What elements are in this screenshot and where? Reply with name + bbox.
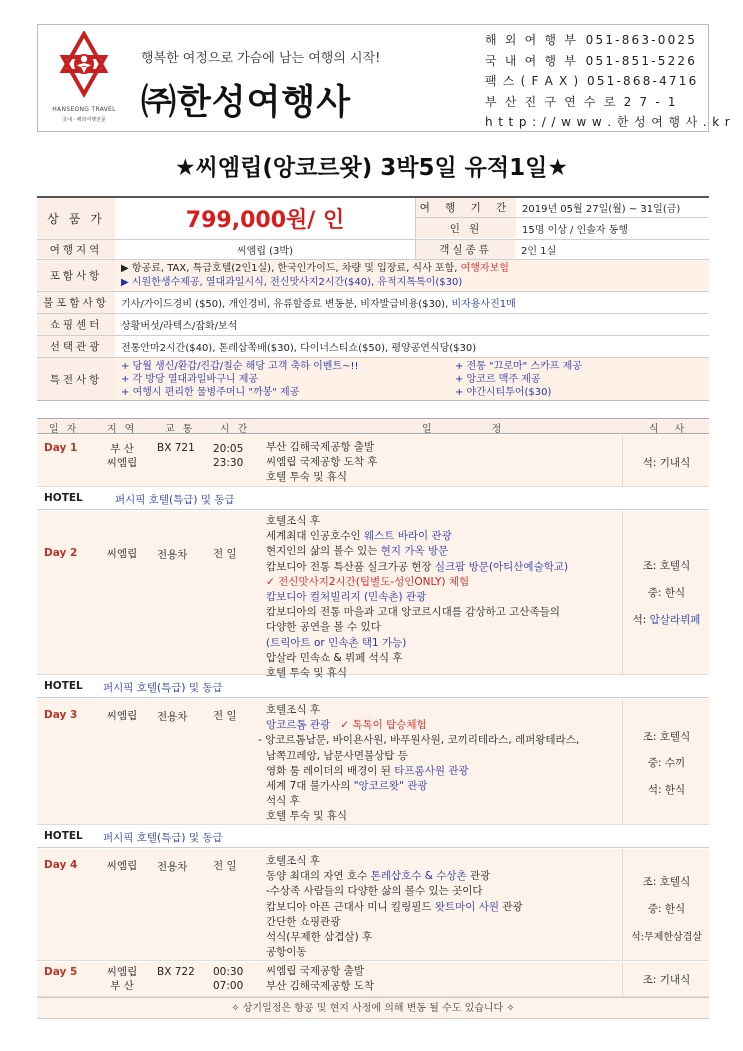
day-place: 씨엠립 부 산 [106,966,138,992]
special-left: + 당월 생신/환갑/진갑/칠순 해당 고객 축하 이벤트~!! + 각 방당 열대과일바구니 제공 + 여행시 편리한 물병주머니 "까봉" 제공 [121,361,359,398]
day-label: Day 5 [44,966,78,978]
day-label: Day 3 [44,709,78,721]
day-vehicle: BX 722 [157,966,195,978]
day-label: Day 1 [44,442,78,454]
option-value: 전통안마2시간($40), 톤레삽쪽배($30), 다이너스티쇼($50), 평양공연식당($30) [121,343,477,354]
day-place: 씨엠립 [106,860,138,872]
region-label: 여행지역 [37,240,115,259]
include-label: 포함사항 [37,260,115,291]
people-label: 인 원 [416,218,516,238]
day-time: 00:30 07:00 [213,966,244,992]
day-label: Day 4 [44,859,78,871]
day-itinerary: 호텔조식 후 세계최대 인공호수인 웨스트 바라이 관광 현지인의 삶의 볼수 있는 현지 가옥 방문 캄보디아 전통 특산품 실크가공 현장 실크팜 방문(아티산예술학교) ✓ 전신맛사지2시간(팁별도-성인ONLY) 체험 캄보디아 컬처빌리지 (민속촌) 관광 캄보디아의 전통 마을과 고대 앙코르시대를 감상하고 고산족들의 다양한 공연을 볼 수 있다 (트릭아트 or 민속촌 택1 가능) 압살라 민속쇼 & 뷔페 석식 후 호텔 투숙 및 휴식 [266,515,569,680]
room-label: 객실종류 [415,240,515,259]
company-name: ㈜한성여행사 [141,83,352,123]
day-itinerary: 호텔조식 후 동양 최대의 자연 호수 톤레삽호수 & 수상촌 관광 -수상족 사람들의 다양한 삶의 볼수 있는 곳이다 캄보디아 아픈 근대사 미니 킬링필드 왓트마이 사원 관광 간단한 쇼핑관광 석식(무제한 삼겹살) 후 공항이동 [266,855,523,959]
day-meals: 조: 호텔식 중: 한식 석:무제한삼겹살 [622,849,709,960]
info-table [37,196,709,401]
star-logo-icon [44,31,124,105]
people-value: 15명 이상 / 인솔자 동행 [522,224,629,236]
day-time: 20:05 23:30 [213,443,244,469]
day-meals: 조: 호텔식 중: 수끼 석: 한식 [622,699,709,824]
include-line-2: ▶ 시원한생수제공, 열대과일시식, 전신맛사지2시간($40), 유적지톡톡이($30) [121,276,463,288]
day-place: 씨엠립 [106,548,138,560]
special-label: 특전사항 [37,358,115,400]
hotel-row-3: HOTEL 퍼시픽 호텔(특급) 및 동급 [37,826,709,848]
period-people-block [415,198,709,239]
header [37,24,731,132]
trip-title: ★씨엠립(앙코르왓) 3박5일 유적1일★ [175,155,568,181]
day-time: 전 일 [213,860,237,872]
company-logo [44,31,124,127]
col-region: 지역 [107,424,143,435]
day-meals: 석: 기내식 [622,435,709,486]
col-meal: 식사 [649,424,701,435]
day-vehicle: 전용차 [157,861,188,873]
special-row [37,358,709,400]
region-row [37,240,709,260]
logo-subtitle: 국내 · 해외여행전문 [62,117,106,123]
price-value: 799,000원/ 인 [185,208,345,233]
day-place: 씨엠립 [106,710,138,722]
hotel-row-1: HOTEL 퍼시픽 호텔(특급) 및 동급 [37,488,709,510]
day-itinerary: 호텔조식 후 앙코르톰 관광 ✓ 톡톡이 탑승체험 - 앙코르톰남문, 바이욘사원, 바푸원사원, 코끼리테라스, 레퍼왕테라스, 남쪽끄레앙, 남문사면불상탑 등 영화 툼 레이더의 배경이 된 타프롬사원 관광 세계 7대 불가사의 "앙코르왓" 관광 석식 후 호텔 투숙 및 휴식 [258,704,580,823]
include-row [37,260,709,292]
day-5-row [37,962,709,997]
option-row [37,336,709,358]
day-meals: 조: 기내식 [622,962,709,996]
day-1-row [37,435,709,487]
shopping-label: 쇼핑센터 [37,314,115,335]
hotel-row-2: HOTEL 퍼시픽 호텔(특급) 및 동급 [37,676,709,698]
option-label: 선택관광 [37,336,115,357]
day-4-row [37,849,709,961]
slogan: 행복한 여정으로 가슴에 남는 여행의 시작! [141,51,381,66]
price-label: 상 품 가 [37,198,115,239]
exclude-label: 불포함사항 [37,292,115,313]
contact-fax: 팩 스 ( F A X ) 051-868-4716 [485,74,699,88]
contact-overseas: 해 외 여 행 부 051-863-0025 [485,33,698,47]
shopping-value: 상황버섯/라텍스/잡화/보석 [121,321,238,332]
day-place: 부 산 씨엠립 [106,443,138,469]
address: 부 산 진 구 연 수 로 2 7 - 1 [485,94,678,109]
logo-name: HANSEONG TRAVEL [52,106,116,113]
region-value: 씨엠립 (3박) [237,246,293,257]
day-itinerary: 부산 김해국제공항 출발 씨엠립 국제공항 도착 후 호텔 투숙 및 휴식 [266,441,378,484]
exclude-value: 기사/가이드경비 ($50), 개인경비, 유류할증료 변동분, 비자발급비용($30), 비자용사진1매 [121,299,516,310]
contact-info [485,30,731,133]
period-value: 2019년 05월 27일(월) ~ 31일(금) [522,204,681,215]
col-transport: 교통 [165,424,201,435]
day-time: 전 일 [213,548,237,560]
day-meals: 조: 호텔식 중: 한식 석: 압살라뷔페 [622,511,709,674]
day-time: 전 일 [213,710,237,722]
room-value: 2인 1실 [521,246,557,257]
special-right: + 전통 "끄로마" 스카프 제공 + 앙코르 맥주 제공 + 야간시티투어($30) [455,361,582,398]
day-vehicle: 전용차 [157,549,188,561]
col-time: 시간 [220,424,256,435]
col-itinerary: 일정 [422,424,562,435]
footnote: ✧ 상기일정은 항공 및 현지 사정에 의해 변동 될 수도 있습니다 ✧ [37,997,709,1019]
period-label: 여 행 기 간 [416,198,516,217]
contact-domestic: 국 내 여 행 부 051-851-5226 [485,53,698,68]
day-label: Day 2 [44,547,78,559]
website-link[interactable]: h t t p : / / w w w . 한 성 여 행 사 . k r [485,115,731,129]
include-line-1: ▶ 항공료, TAX, 특급호텔(2인1실), 한국인가이드, 차량 및 입장료, 식사 포함, 여행자보험 [121,262,509,274]
exclude-row [37,292,709,314]
day-vehicle: BX 721 [157,442,195,454]
day-itinerary: 씨엠립 국제공항 출발 부산 김해국제공항 도착 [266,965,375,993]
day-2-row [37,511,709,680]
shopping-row [37,314,709,336]
day-3-row [37,699,709,825]
schedule-header [37,418,709,434]
price-row [37,198,709,240]
day-vehicle: 전용차 [157,711,188,723]
col-date: 일자 [49,424,85,435]
